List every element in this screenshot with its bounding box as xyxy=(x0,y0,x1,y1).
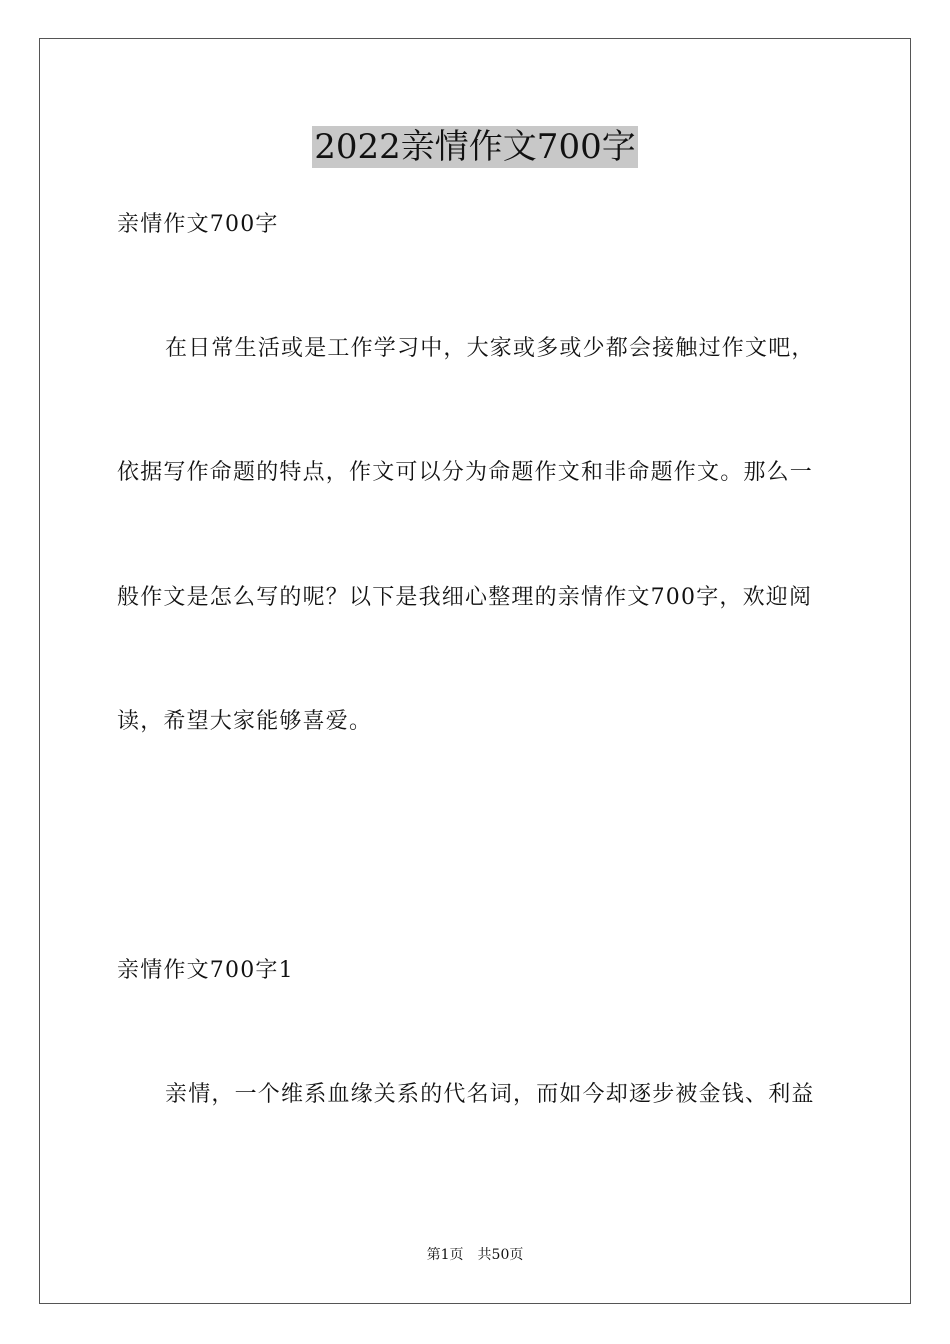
paragraph-line: 亲情，一个维系血缘关系的代名词，而如今却逐步被金钱、利益 xyxy=(165,1082,815,1107)
document-subtitle: 亲情作文700字 xyxy=(117,212,279,237)
page-footer xyxy=(0,1246,950,1264)
paragraph-line: 在日常生活或是工作学习中，大家或多或少都会接触过作文吧， xyxy=(165,336,815,361)
paragraph-line: 读，希望大家能够喜爱。 xyxy=(117,709,373,734)
page-number-current: 第1页 xyxy=(426,1247,464,1263)
paragraph-line: 般作文是怎么写的呢？以下是我细心整理的亲情作文700字，欢迎阅 xyxy=(117,585,813,610)
title-container xyxy=(0,126,950,168)
section-heading: 亲情作文700字1 xyxy=(117,958,294,983)
document-title: 2022亲情作文700字 xyxy=(314,127,636,167)
paragraph-line: 依据写作命题的特点，作文可以分为命题作文和非命题作文。那么一 xyxy=(117,460,814,485)
page-number-total: 共50页 xyxy=(477,1247,524,1263)
